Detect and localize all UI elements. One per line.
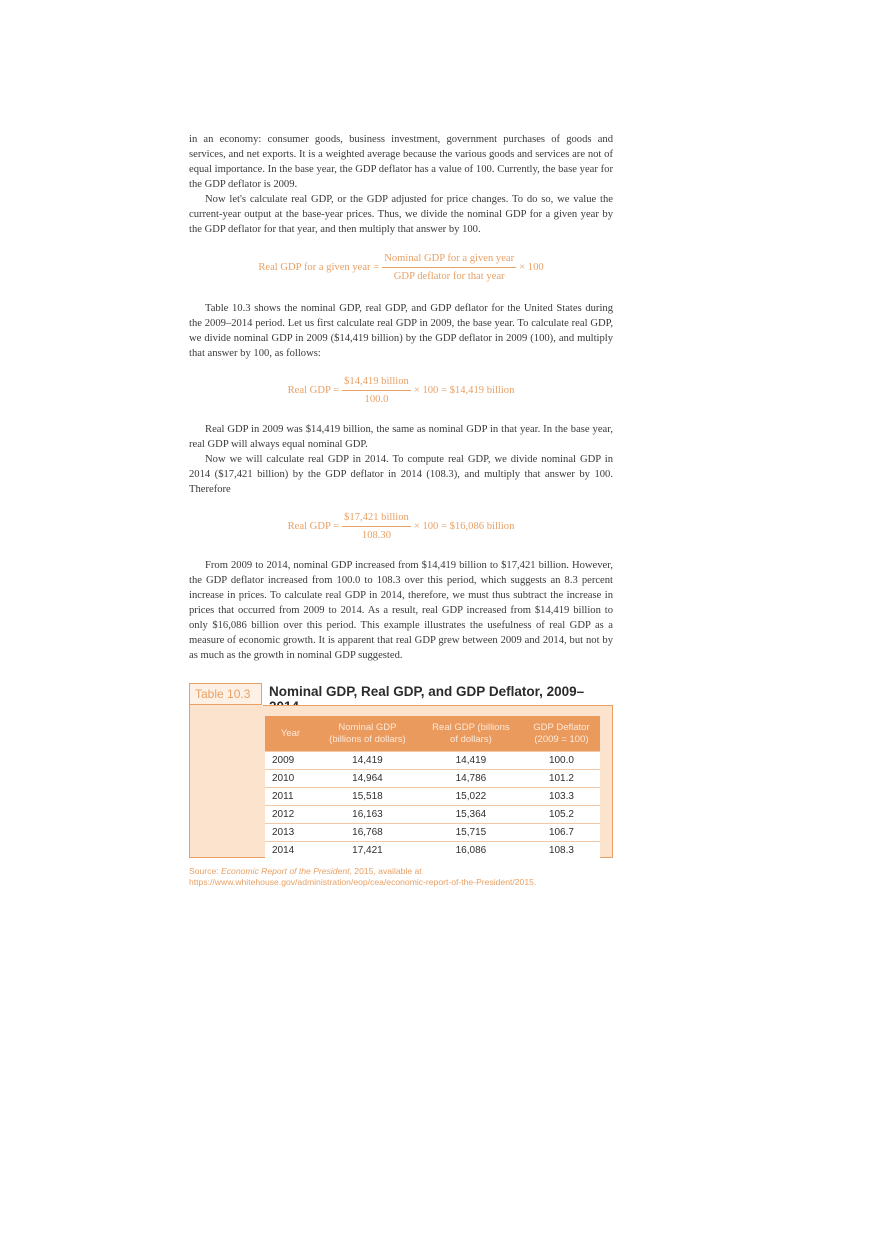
table-row: [265, 752, 600, 770]
formula-numerator: Nominal GDP for a given year: [382, 251, 516, 268]
cell-deflator: 103.3: [523, 788, 600, 806]
col-header-year: Year: [265, 716, 316, 752]
formula-fraction: [342, 510, 411, 543]
cell-real: 15,364: [419, 806, 523, 824]
cell-nominal: 16,163: [316, 806, 419, 824]
cell-nominal: 16,768: [316, 824, 419, 842]
table-row: [265, 788, 600, 806]
cell-real: 15,715: [419, 824, 523, 842]
formula-numerator: $17,421 billion: [342, 510, 411, 527]
cell-deflator: 105.2: [523, 806, 600, 824]
formula-rhs: × 100 = $14,419 billion: [413, 385, 515, 396]
formula-lhs: Real GDP for a given year =: [258, 262, 380, 273]
cell-year: 2011: [265, 788, 316, 806]
cell-deflator: 101.2: [523, 770, 600, 788]
formula-lhs: Real GDP =: [287, 521, 340, 532]
table-row: [265, 806, 600, 824]
table-row: [265, 842, 600, 860]
formula-denominator: 108.30: [361, 530, 392, 541]
col-header-real: Real GDP (billions of dollars): [419, 716, 523, 752]
cell-real: 16,086: [419, 842, 523, 860]
table-number-tag: Table 10.3: [189, 683, 262, 705]
formula-real-gdp: [189, 251, 613, 284]
paragraph-intro: in an economy: consumer goods, business investment, government purchases of goods and services, and net exports. It is a weighted average because the various goods and services are not of equal importance. In the base year, the GDP deflator has a value of 100. Currently, the base year for the GDP deflator is 2009.: [189, 134, 613, 190]
cell-deflator: 108.3: [523, 842, 600, 860]
formula-real-gdp-2014: [189, 510, 613, 543]
table-row: [265, 824, 600, 842]
cell-year: 2013: [265, 824, 316, 842]
table-row: [265, 770, 600, 788]
cell-year: 2010: [265, 770, 316, 788]
formula-lhs: Real GDP =: [287, 385, 340, 396]
table-source-note: [189, 866, 613, 888]
paragraph-conclusion: From 2009 to 2014, nominal GDP increased from $14,419 billion to $17,421 billion. However, the GDP deflator increased from 100.0 to 108.3 over this period, which suggests an 8.3 percent increase in prices. To calculate real GDP in 2014, therefore, we must thus subtract the increase in prices that occurred from 2009 to 2014. As a result, real GDP increased from $14,419 billion to only $16,086 billion over this period. This example illustrates the usefulness of real GDP as a measure of economic growth. It is apparent that real GDP grew between 2009 and 2014, but not by as much as the growth in nominal GDP suggested.: [189, 560, 613, 661]
cell-deflator: 106.7: [523, 824, 600, 842]
paragraph-real-gdp-definition: Now let's calculate real GDP, or the GDP adjusted for price changes. To do so, we value the current-year output at the base-year prices. Thus, we divide the nominal GDP for a given year by the GDP deflator for that year, and then multiply that answer by 100.: [189, 194, 613, 235]
cell-nominal: 17,421: [316, 842, 419, 860]
cell-real: 14,786: [419, 770, 523, 788]
body-text: [189, 132, 613, 663]
col-header-deflator: GDP Deflator (2009 = 100): [523, 716, 600, 752]
source-label: Source:: [189, 866, 219, 876]
paragraph-table-intro: Table 10.3 shows the nominal GDP, real GDP, and GDP deflator for the United States during the 2009–2014 period. Let us first calculate real GDP in 2009, the base year. To calculate real GDP, we divide nominal GDP in 2009 ($14,419 billion) by the GDP deflator in 2009 (100), and multiply that answer by 100, as follows:: [189, 303, 613, 359]
cell-nominal: 14,964: [316, 770, 419, 788]
paragraph-base-year: Real GDP in 2009 was $14,419 billion, the same as nominal GDP in that year. In the base year, real GDP will always equal nominal GDP.: [189, 424, 613, 450]
gdp-table: [265, 716, 600, 859]
table-10-3: [189, 683, 613, 858]
formula-rhs: × 100: [519, 262, 544, 273]
cell-nominal: 15,518: [316, 788, 419, 806]
cell-deflator: 100.0: [523, 752, 600, 770]
cell-year: 2009: [265, 752, 316, 770]
source-details: , 2015, available at https://www.whitehouse.gov/administration/eop/cea/economic-report-of-the-President/2015.: [189, 866, 537, 887]
table-header-row: [265, 716, 600, 752]
formula-numerator: $14,419 billion: [342, 374, 411, 391]
cell-real: 14,419: [419, 752, 523, 770]
formula-rhs: × 100 = $16,086 billion: [413, 521, 515, 532]
cell-nominal: 14,419: [316, 752, 419, 770]
formula-fraction: [342, 374, 411, 407]
formula-denominator: 100.0: [364, 394, 389, 405]
paragraph-2014-calc: Now we will calculate real GDP in 2014. To compute real GDP, we divide nominal GDP in 2014 ($17,421 billion) by the GDP deflator in 2014 (108.3), and multiply that answer by 100. Therefore: [189, 454, 613, 495]
formula-denominator: GDP deflator for that year: [393, 271, 505, 282]
cell-real: 15,022: [419, 788, 523, 806]
cell-year: 2012: [265, 806, 316, 824]
cell-year: 2014: [265, 842, 316, 860]
formula-real-gdp-2009: [189, 374, 613, 407]
source-title: Economic Report of the President: [221, 866, 350, 876]
table-frame: [189, 705, 613, 858]
col-header-nominal: Nominal GDP (billions of dollars): [316, 716, 419, 752]
formula-fraction: [382, 251, 516, 284]
